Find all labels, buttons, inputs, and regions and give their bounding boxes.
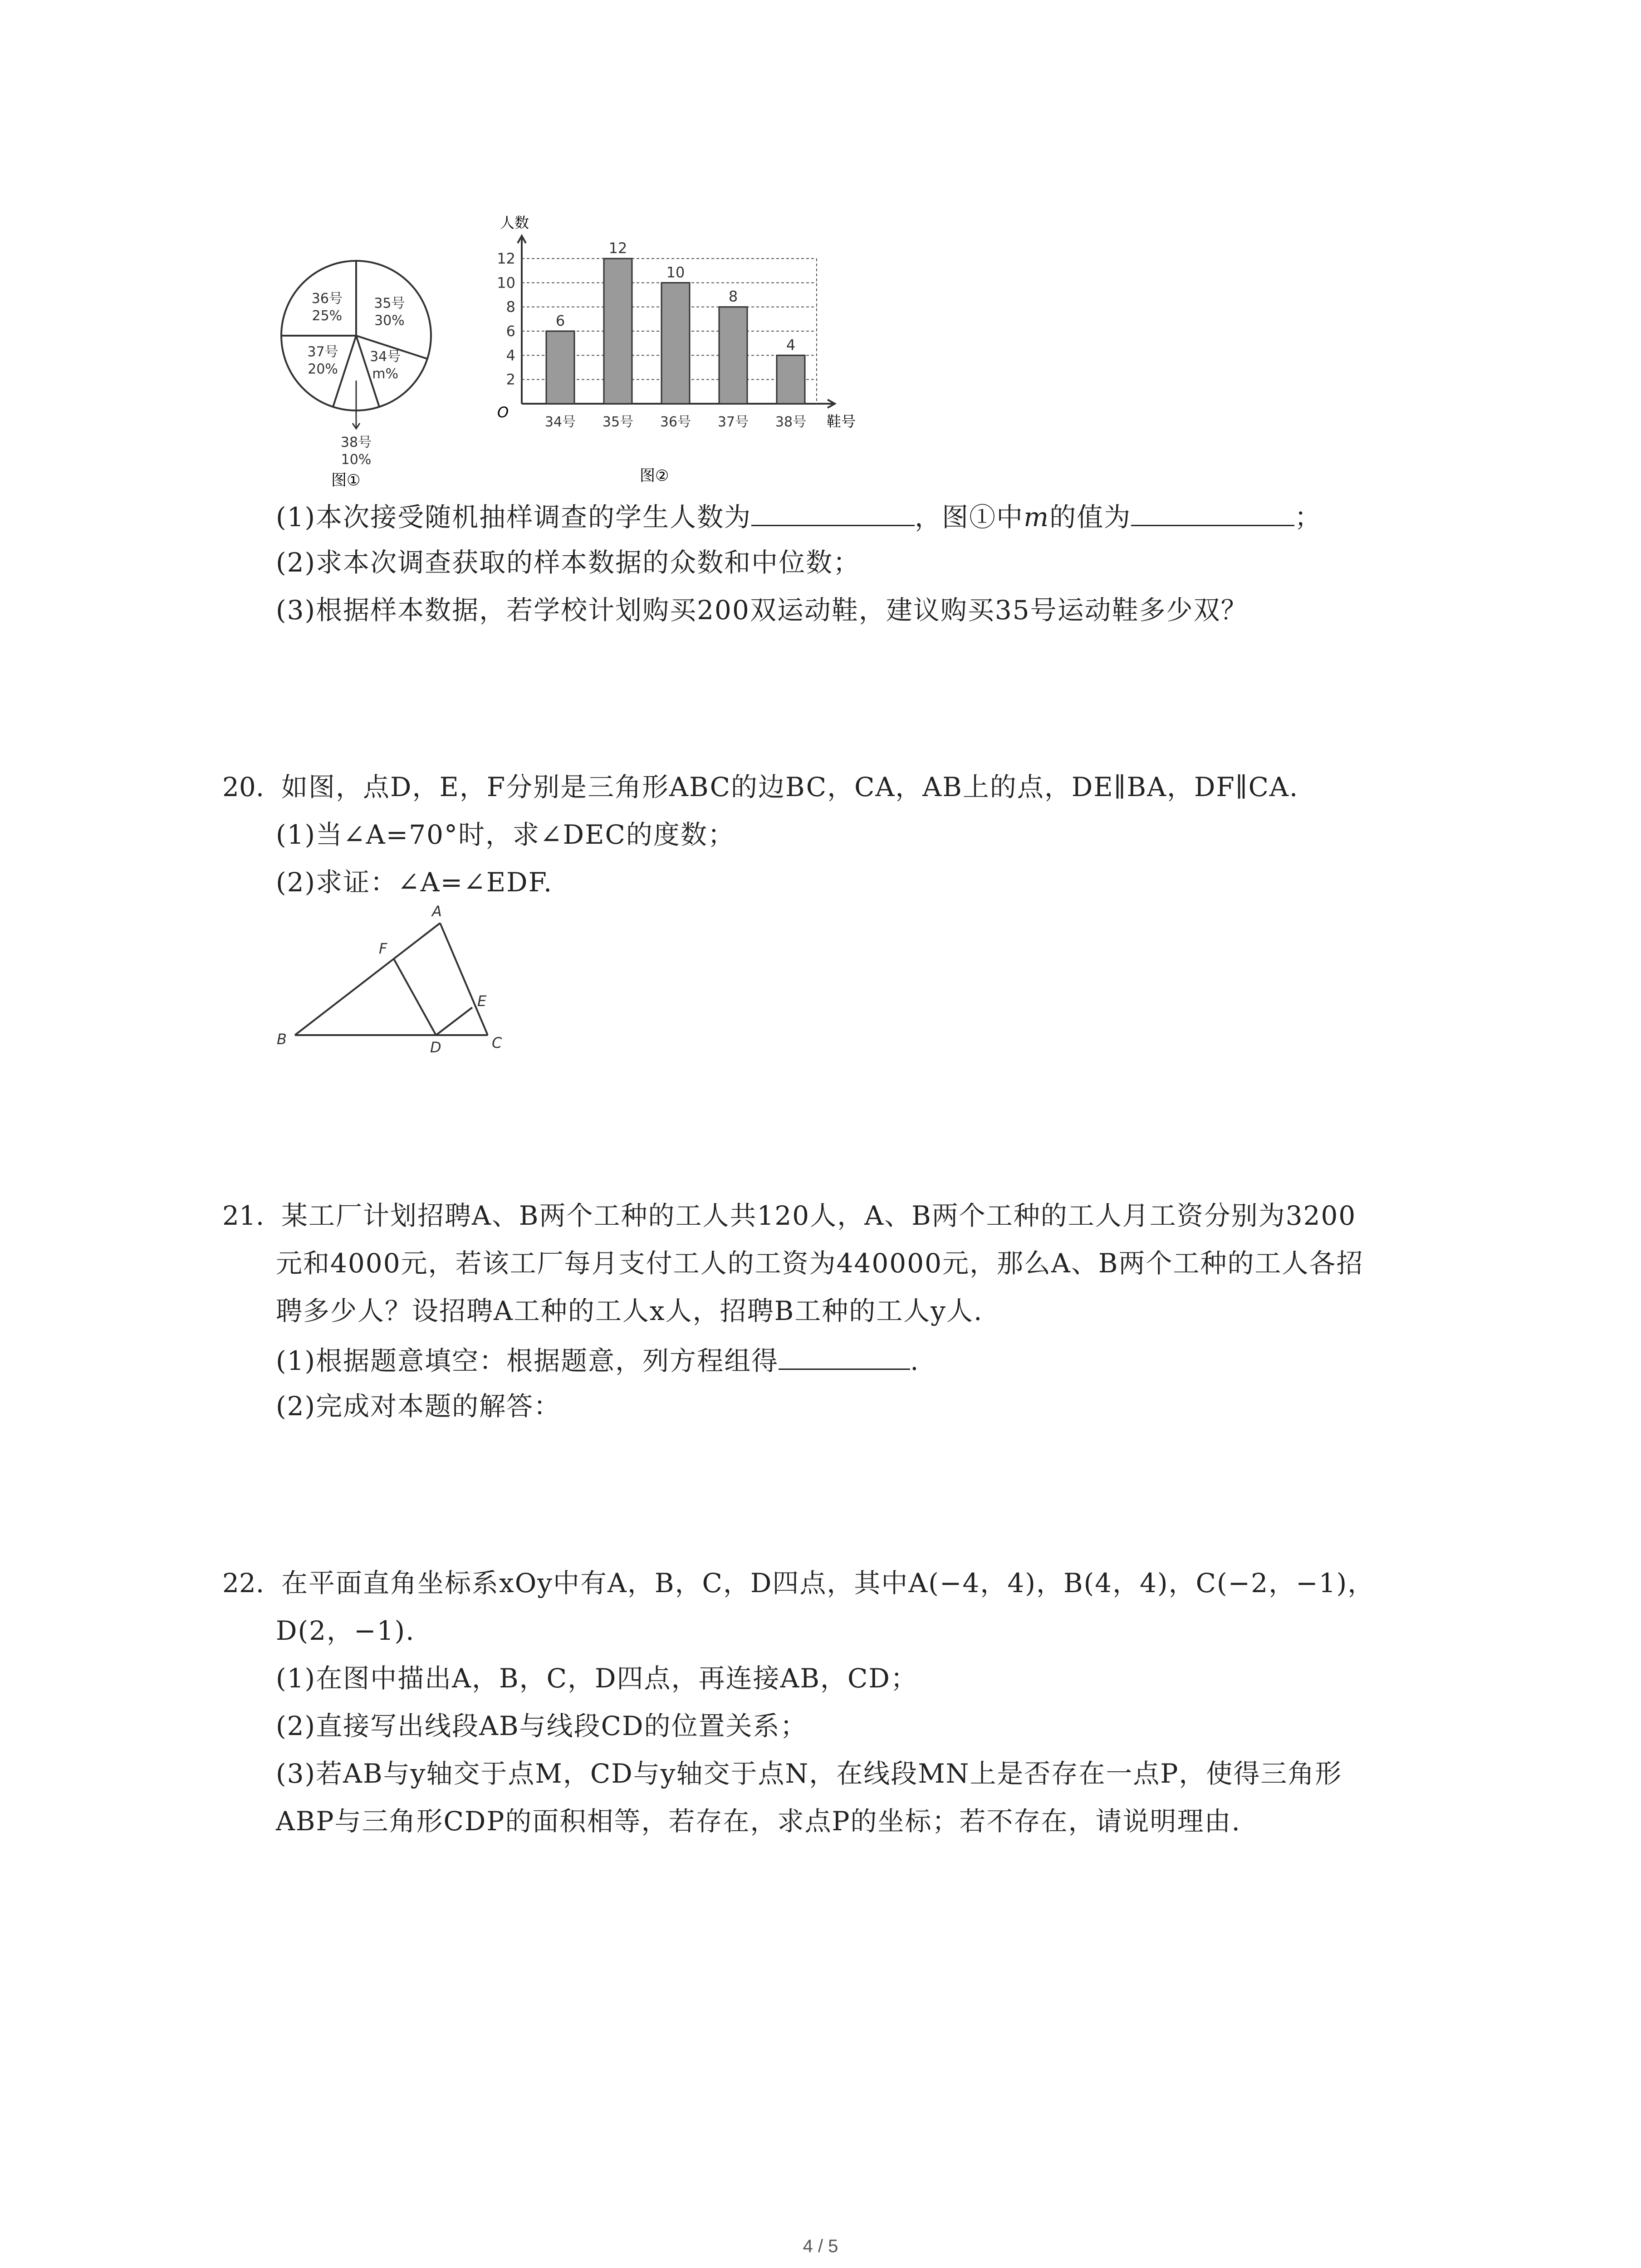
y-tick-label: 6 [506, 323, 515, 340]
q21-answer-blank[interactable] [779, 1340, 910, 1370]
bar-value-label: 12 [608, 240, 627, 257]
q22-part3b: ABP与三角形CDP的面积相等，若存在，求点P的坐标；若不存在，请说明理由. [276, 1806, 1241, 1837]
x-tick-label: 34号 [544, 414, 576, 430]
bar-value-label: 6 [555, 312, 565, 329]
segment-df [394, 959, 436, 1035]
side-ab [295, 923, 440, 1035]
label-b: B [277, 1031, 287, 1048]
bar-chart-origin: O [497, 404, 509, 421]
side-ac [440, 923, 488, 1035]
y-tick-label: 4 [506, 347, 515, 364]
label-a: A [432, 903, 442, 920]
q22-part3a: (3)若AB与y轴交于点M，CD与y轴交于点N，在线段MN上是否存在一点P，使得三角形 [276, 1758, 1342, 1789]
q21-part1 [276, 1340, 920, 1379]
q20-number: 20. [222, 772, 265, 802]
y-tick-label: 2 [506, 371, 515, 388]
q22-line2: D(2，−1). [276, 1615, 415, 1646]
y-tick-label: 12 [497, 250, 515, 267]
bar [604, 259, 632, 404]
q19-answer-blank-2[interactable] [1131, 497, 1294, 526]
q21-number: 21. [222, 1200, 265, 1231]
pie-slice-label: 36号 [311, 290, 343, 307]
pie-slice-label: 34号 [370, 349, 401, 365]
q19-part1-m: m [1024, 502, 1050, 533]
q22-line1: 在平面直角坐标系xOy中有A，B，C，D四点，其中A(−4，4)，B(4，4)，C(−2，−1)， [281, 1568, 1375, 1598]
bar-chart-figure-2 [481, 209, 880, 499]
q22-number: 22. [222, 1568, 265, 1598]
bar-chart [497, 236, 835, 430]
q19-part1-text-b: ，图①中 [915, 502, 1024, 533]
label-f: F [379, 940, 387, 957]
bar [546, 331, 574, 404]
q19-part2: (2)求本次调查获取的样本数据的众数和中位数； [276, 547, 861, 578]
q21-part1-text: (1)根据题意填空：根据题意，列方程组得 [276, 1345, 779, 1376]
x-tick-label: 38号 [775, 414, 807, 430]
segment-de [436, 1007, 472, 1035]
q21-line2: 元和4000元，若该工厂每月支付工人的工资为440000元，那么A、B两个工种的工人各招 [276, 1248, 1364, 1279]
bar [661, 283, 690, 404]
pie-caption: 图① [331, 471, 361, 489]
pie-chart-figure-1 [272, 245, 472, 499]
bar-caption: 图② [640, 467, 669, 485]
pie-slice-value: 30% [374, 313, 405, 329]
pie-slice-value: 25% [312, 308, 343, 324]
bar-value-label: 8 [728, 288, 738, 305]
q22-part2: (2)直接写出线段AB与线段CD的位置关系； [276, 1711, 808, 1741]
q20-stem: 如图，点D，E，F分别是三角形ABC的边BC，CA，AB上的点，DE∥BA，DF∥CA. [281, 772, 1299, 802]
q21-line3: 聘多少人？设招聘A工种的工人x人，招聘B工种的工人y人. [276, 1295, 983, 1326]
q21-part2: (2)完成对本题的解答： [276, 1391, 561, 1422]
x-tick-label: 36号 [660, 414, 691, 430]
bar [719, 307, 747, 404]
q21-line1: 某工厂计划招聘A、B两个工种的工人共120人，A、B两个工种的工人月工资分别为3200 [281, 1200, 1357, 1231]
page-number: 4 / 5 [803, 2236, 838, 2256]
pie-slice-value: 20% [308, 361, 338, 377]
pie-chart [281, 261, 431, 468]
q20-part1: (1)当∠A=70°时，求∠DEC的度数； [276, 819, 735, 850]
q19-part1 [276, 497, 1322, 535]
triangle-figure [268, 894, 522, 1061]
q22-part1: (1)在图中描出A，B，C，D四点，再连接AB，CD； [276, 1663, 918, 1694]
bar-chart-xlabel: 鞋号 [827, 413, 856, 430]
q21-part1-end: . [910, 1345, 920, 1376]
bar-value-label: 10 [666, 264, 685, 281]
q20-part2: (2)求证：∠A=∠EDF. [276, 867, 553, 898]
x-tick-label: 35号 [602, 414, 634, 430]
q19-part3: (3)根据样本数据，若学校计划购买200双运动鞋，建议购买35号运动鞋多少双？ [276, 595, 1248, 626]
pie-slice-label: 37号 [307, 344, 338, 360]
bar [777, 355, 805, 404]
pie-slice-label: 38号 [340, 435, 372, 450]
bar-chart-ylabel: 人数 [500, 214, 529, 231]
y-tick-label: 8 [506, 298, 515, 316]
label-d: D [430, 1039, 441, 1056]
x-tick-label: 37号 [717, 414, 749, 430]
pie-slice-value: m% [372, 366, 399, 382]
bar-value-label: 4 [786, 336, 796, 354]
q19-part1-end: ； [1294, 502, 1322, 533]
q19-part1-text-a: (1)本次接受随机抽样调查的学生人数为 [276, 502, 752, 533]
q19-part1-text-c: 的值为 [1049, 502, 1132, 533]
pie-slice-label: 35号 [374, 295, 405, 312]
pie-slice-value: 10% [341, 452, 372, 468]
label-c: C [492, 1034, 502, 1051]
y-tick-label: 10 [497, 274, 515, 292]
q19-answer-blank-1[interactable] [751, 497, 915, 526]
label-e: E [477, 992, 487, 1010]
